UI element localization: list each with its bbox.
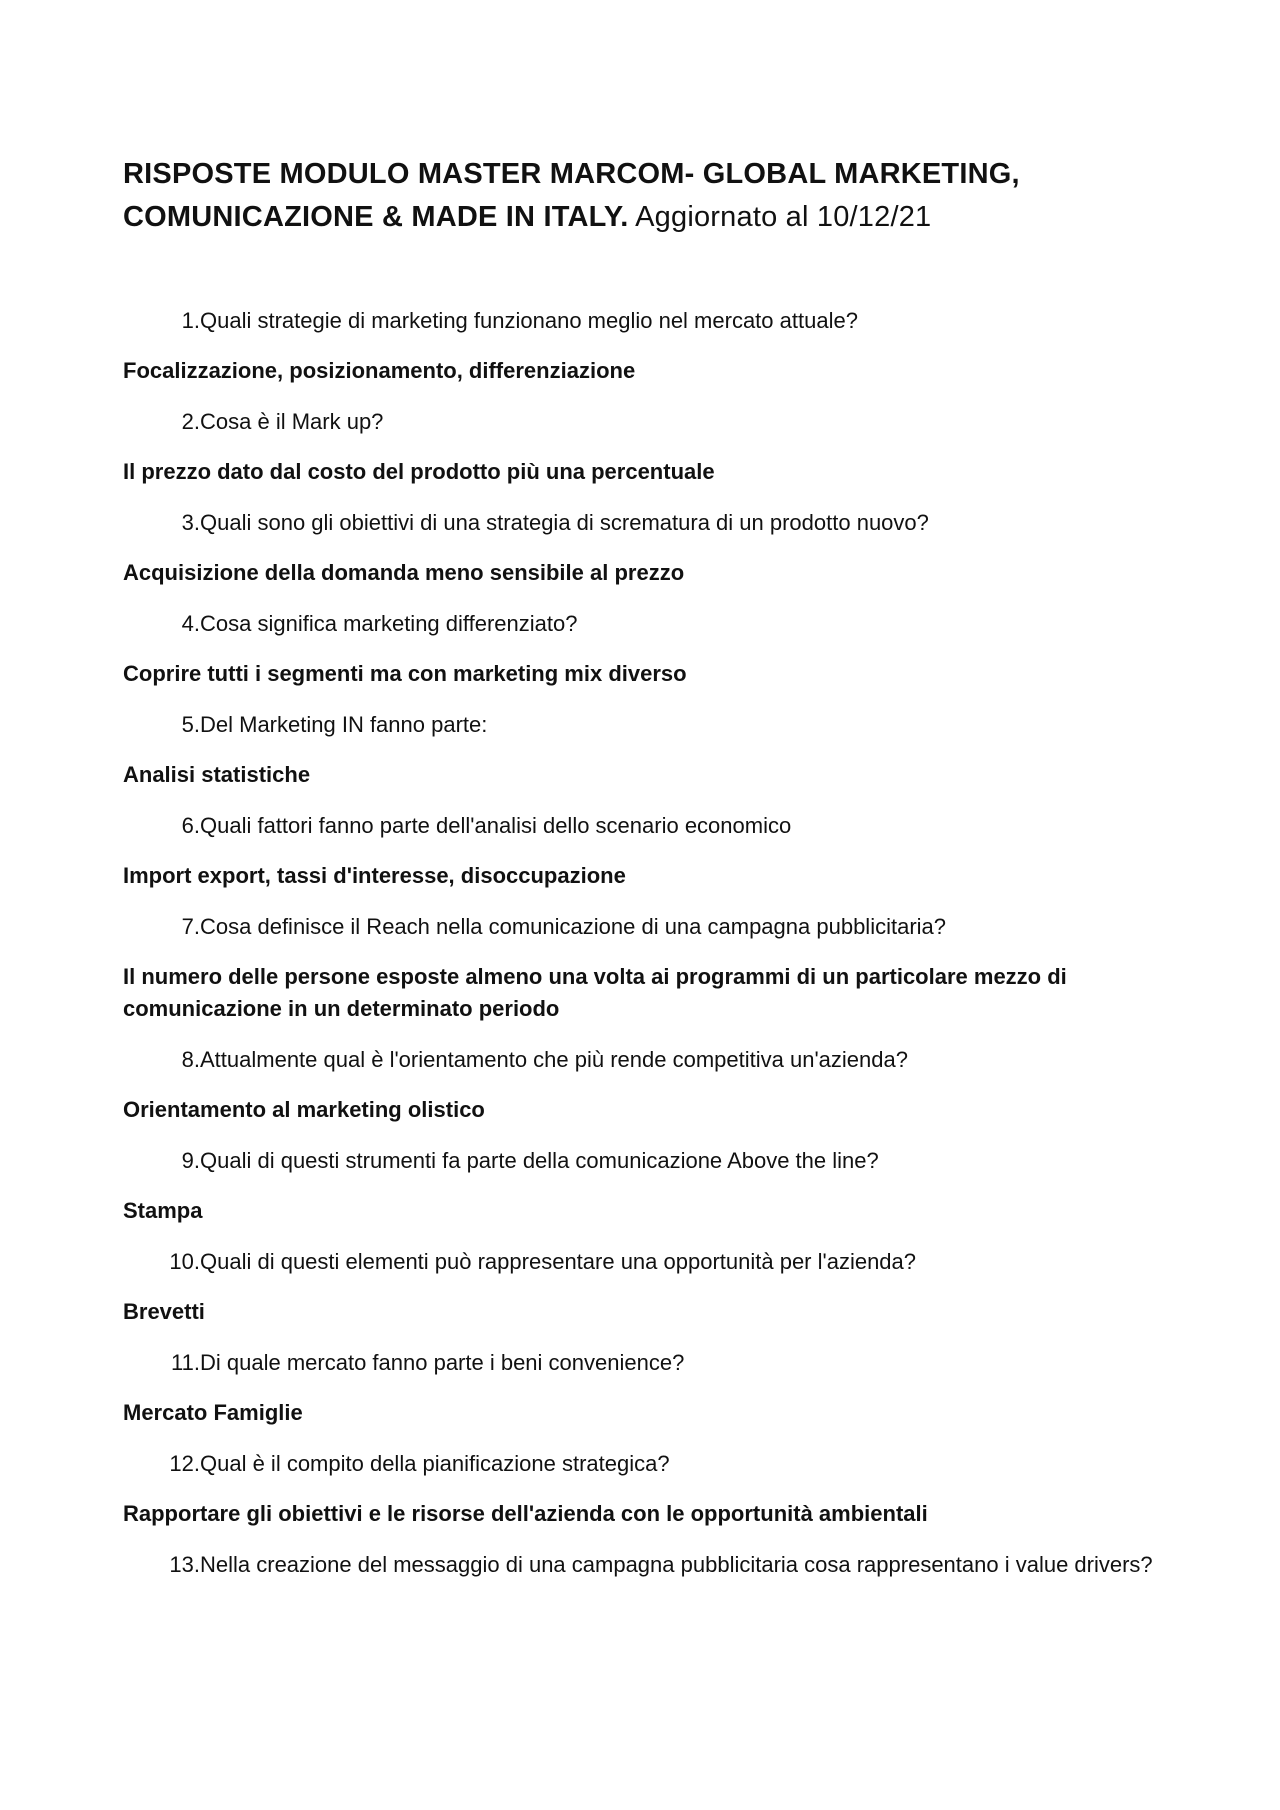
question-number: 12. <box>169 1451 200 1476</box>
question-number: 11. <box>171 1350 200 1375</box>
answer-text: Stampa <box>123 1198 203 1223</box>
question <box>123 1549 1163 1581</box>
title-date-text: Aggiornato al 10/12/21 <box>635 201 932 233</box>
question <box>123 507 1163 539</box>
answer-text: Il prezzo dato dal costo del prodotto più una percentuale <box>123 459 715 484</box>
answer-text: Mercato Famiglie <box>123 1400 303 1425</box>
question <box>123 1347 1163 1379</box>
qa-item <box>123 1145 1163 1227</box>
answer-text: Rapportare gli obiettivi e le risorse dell'azienda con le opportunità ambientali <box>123 1501 928 1526</box>
qa-item <box>123 1347 1163 1429</box>
qa-item <box>123 305 1163 387</box>
qa-item <box>123 1549 1163 1581</box>
question-text: Attualmente qual è l'orientamento che più rende competitiva un'azienda? <box>200 1047 908 1072</box>
question-text: Cosa è il Mark up? <box>200 409 384 434</box>
question <box>123 911 1163 943</box>
answer-text: Brevetti <box>123 1299 205 1324</box>
answer-text: Coprire tutti i segmenti ma con marketing mix diverso <box>123 661 687 686</box>
question-text: Qual è il compito della pianificazione strategica? <box>200 1451 670 1476</box>
question <box>123 709 1163 741</box>
question-number: 1. <box>181 308 200 333</box>
answer-text: Focalizzazione, posizionamento, differenziazione <box>123 358 636 383</box>
question-number: 8. <box>181 1047 200 1072</box>
question-text: Quali di questi elementi può rappresentare una opportunità per l'azienda? <box>200 1249 917 1274</box>
question-text: Cosa definisce il Reach nella comunicazione di una campagna pubblicitaria? <box>200 914 947 939</box>
answer-text: Il numero delle persone esposte almeno una volta ai programmi di un particolare mezzo di comunicazione in un determinato periodo <box>123 964 1067 1021</box>
answer-text: Orientamento al marketing olistico <box>123 1097 485 1122</box>
qa-item <box>123 1044 1163 1126</box>
qa-item <box>123 406 1163 488</box>
question-text: Quali fattori fanno parte dell'analisi dello scenario economico <box>200 813 792 838</box>
qa-item <box>123 608 1163 690</box>
qa-item <box>123 1448 1163 1530</box>
question <box>123 608 1163 640</box>
question-number: 3. <box>181 510 200 535</box>
qa-item <box>123 1246 1163 1328</box>
answer-text: Acquisizione della domanda meno sensibile al prezzo <box>123 560 685 585</box>
question-text: Di quale mercato fanno parte i beni convenience? <box>200 1350 685 1375</box>
qa-list <box>123 305 1163 1581</box>
question-number: 7. <box>181 914 200 939</box>
question <box>123 1448 1163 1480</box>
title-bold-text: RISPOSTE MODULO MASTER MARCOM- GLOBAL MARKETING, COMUNICAZIONE & MADE IN ITALY. <box>123 158 1020 233</box>
qa-item <box>123 810 1163 892</box>
question <box>123 810 1163 842</box>
question-text: Quali sono gli obiettivi di una strategia di scrematura di un prodotto nuovo? <box>200 510 929 535</box>
question-number: 13. <box>169 1552 200 1577</box>
question-number: 6. <box>181 813 200 838</box>
question-number: 10. <box>169 1249 200 1274</box>
question-number: 4. <box>181 611 200 636</box>
question <box>123 406 1163 438</box>
question-text: Cosa significa marketing differenziato? <box>200 611 578 636</box>
question-text: Nella creazione del messaggio di una campagna pubblicitaria cosa rappresentano i value drivers? <box>200 1552 1153 1577</box>
question-text: Del Marketing IN fanno parte: <box>200 712 488 737</box>
qa-item <box>123 709 1163 791</box>
answer-text: Analisi statistiche <box>123 762 311 787</box>
question-number: 2. <box>181 409 200 434</box>
document-title <box>123 153 1163 239</box>
question-text: Quali di questi strumenti fa parte della comunicazione Above the line? <box>200 1148 879 1173</box>
question <box>123 1246 1163 1278</box>
question-text: Quali strategie di marketing funzionano meglio nel mercato attuale? <box>200 308 858 333</box>
question <box>123 1044 1163 1076</box>
qa-item <box>123 507 1163 589</box>
answer-text: Import export, tassi d'interesse, disoccupazione <box>123 863 626 888</box>
question <box>123 305 1163 337</box>
qa-item <box>123 911 1163 1025</box>
question <box>123 1145 1163 1177</box>
question-number: 5. <box>181 712 200 737</box>
question-number: 9. <box>181 1148 200 1173</box>
